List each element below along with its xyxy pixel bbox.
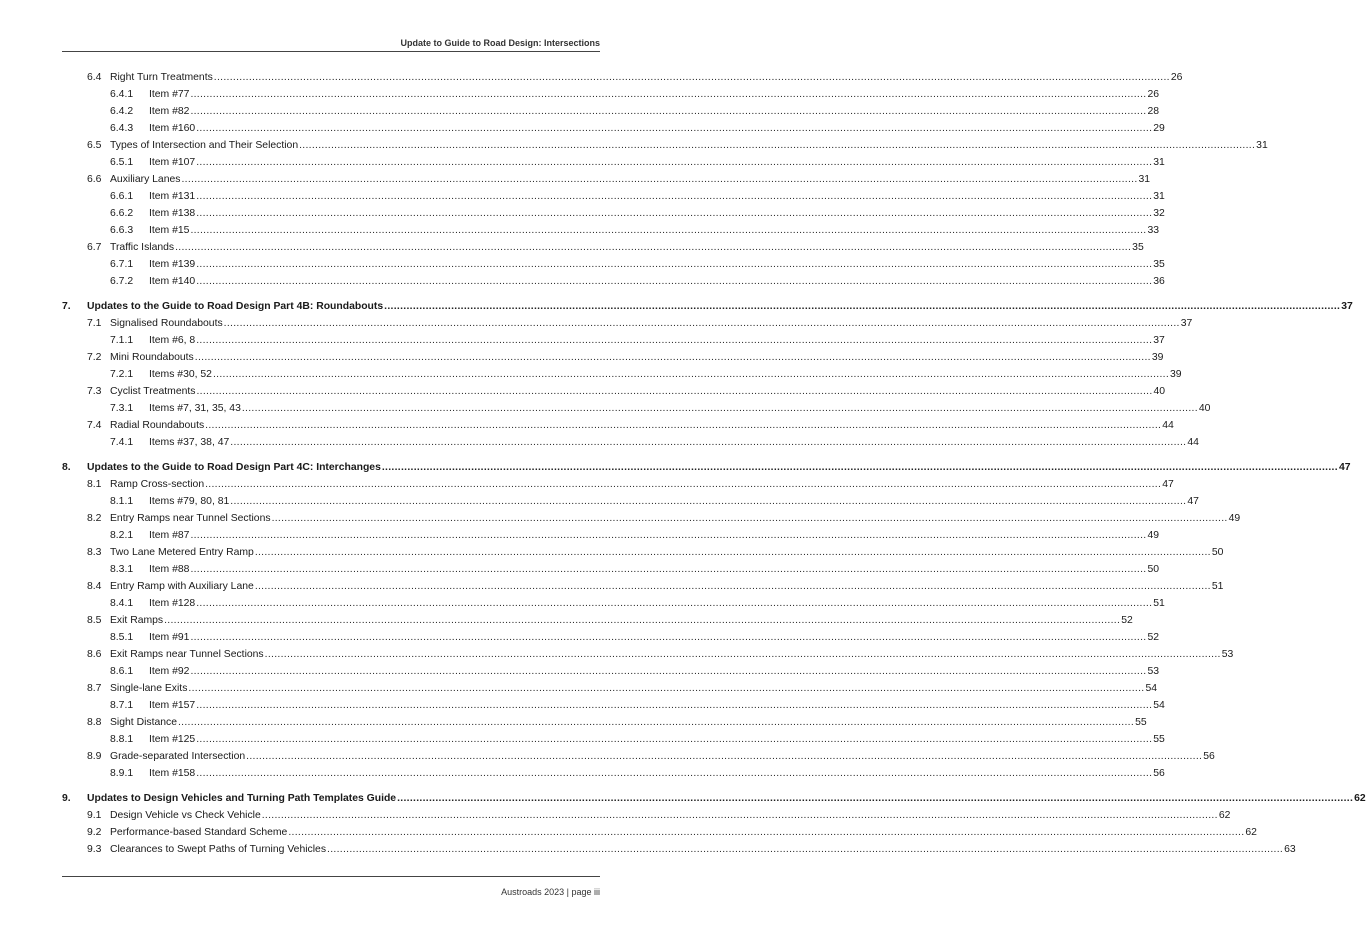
toc-entry-line [110,512,1241,526]
toc-entry[interactable] [0,809,1231,823]
toc-entry-title[interactable]: Item #15 [149,225,190,236]
toc-entry-title[interactable]: Item #91 [149,632,190,643]
toc-entry-title[interactable]: Performance-based Standard Scheme [110,827,288,838]
toc-entry-number: 9. [62,793,71,804]
toc-entry-title[interactable]: Signalised Roundabouts [110,318,223,329]
toc-entry-title[interactable]: Item #160 [149,123,196,134]
toc-entry[interactable] [0,402,1211,416]
header-divider [62,51,600,52]
toc-entry-number: 7.2.1 [110,369,134,380]
toc-entry-number: 8.1.1 [110,496,134,507]
toc-entry-number: 6.4 [87,72,102,83]
toc-leader-dots: ............................................................................................................................................................................................................................................................................................................ [264,649,1221,660]
toc-entry-page-number[interactable]: 31 [1138,174,1151,185]
toc-entry-title[interactable]: Updates to the Guide to Road Design Part 4C: Interchanges [87,462,381,473]
footer-divider [62,876,600,877]
toc-entry-line [110,71,1183,85]
toc-leader-dots: ............................................................................................................................................................................................................................................................................................................ [196,768,1153,779]
toc-entry-title[interactable]: Item #128 [149,598,196,609]
toc-entry[interactable] [0,648,1234,662]
toc-entry-line [110,139,1268,153]
toc-entry-number: 7.3 [87,386,102,397]
toc-entry-line [110,478,1174,492]
toc-entry-line [110,826,1257,840]
toc-entry-line [87,461,1351,475]
toc-entry-number: 8.1 [87,479,102,490]
toc-entry-page-number[interactable]: 47 [1187,496,1199,507]
toc-entry-title[interactable]: Item #157 [149,700,196,711]
toc-leader-dots: ............................................................................................................................................................................................................................................................................................................ [190,225,1147,236]
toc-entry-page-number[interactable]: 55 [1135,717,1147,728]
toc-entry-line [110,241,1144,255]
footer-text: Austroads 2023 | page iii [501,887,600,897]
toc-entry-title[interactable]: Item #92 [149,666,190,677]
toc-leader-dots: ............................................................................................................................................................................................................................................................................................................ [246,751,1203,762]
toc-entry-line [110,546,1224,560]
toc-entry-number: 7.2 [87,352,102,363]
toc-entry-title[interactable]: Item #125 [149,734,196,745]
toc-leader-dots: ............................................................................................................................................................................................................................................................................................................ [196,734,1153,745]
toc-entry[interactable] [0,207,1165,221]
toc-leader-dots: ............................................................................................................................................................................................................................................................................................................ [230,437,1187,448]
toc-entry-title[interactable]: Design Vehicle vs Check Vehicle [110,810,261,821]
toc-leader-dots: ............................................................................................................................................................................................................................................................................................................ [190,564,1147,575]
toc-leader-dots: ............................................................................................................................................................................................................................................................................................................ [327,844,1284,855]
toc-entry-number: 8.7.1 [110,700,134,711]
toc-entry-number: 8.2.1 [110,530,134,541]
toc-entry-page-number[interactable]: 62 [1354,793,1366,804]
toc-entry-title[interactable]: Clearances to Swept Paths of Turning Vehicles [110,844,327,855]
toc-entry-line [110,317,1193,331]
toc-leader-dots: ............................................................................................................................................................................................................................................................................................................ [190,666,1147,677]
toc-entry-line [149,122,1165,136]
toc-entry-title[interactable]: Auxiliary Lanes [110,174,181,185]
toc-entry-number: 7.1.1 [110,335,134,346]
toc-leader-dots: ............................................................................................................................................................................................................................................................................................................ [384,301,1341,312]
toc-entry-title[interactable]: Item #140 [149,276,196,287]
toc-entry-number: 8.9 [87,751,102,762]
toc-entry-title[interactable]: Two Lane Metered Entry Ramp [110,547,254,558]
toc-entry-line [110,809,1231,823]
toc-entry[interactable] [0,716,1147,730]
toc-entry[interactable] [0,241,1144,255]
toc-entry-number: 7.3.1 [110,403,134,414]
toc-entry[interactable] [0,529,1160,543]
toc-entry-line [110,580,1224,594]
toc-entry[interactable] [0,351,1164,365]
toc-entry[interactable] [0,826,1257,840]
toc-entry[interactable] [0,300,1353,314]
toc-entry-page-number[interactable]: 49 [1228,513,1241,524]
toc-leader-dots: ............................................................................................................................................................................................................................................................................................................ [190,632,1147,643]
toc-leader-dots: ............................................................................................................................................................................................................................................................................................................ [178,717,1135,728]
toc-leader-dots: ............................................................................................................................................................................................................................................................................................................ [196,598,1153,609]
toc-entry-page-number[interactable]: 53 [1147,666,1160,677]
toc-leader-dots: ............................................................................................................................................................................................................................................................................................................ [181,174,1138,185]
toc-entry-page-number[interactable]: 35 [1132,242,1144,253]
running-header-title: Update to Guide to Road Design: Intersections [400,38,600,48]
toc-leader-dots: ............................................................................................................................................................................................................................................................................................................ [241,403,1198,414]
toc-leader-dots: ............................................................................................................................................................................................................................................................................................................ [190,89,1147,100]
toc-entry-number: 8.8 [87,717,102,728]
toc-entry-title[interactable]: Grade-separated Intersection [110,751,246,762]
toc-entry-page-number[interactable]: 63 [1284,844,1296,855]
toc-entry-page-number[interactable]: 29 [1153,123,1165,134]
toc-entry-title[interactable]: Entry Ramps near Tunnel Sections [110,513,271,524]
toc-entry[interactable] [0,224,1160,238]
toc-entry-number: 8.4 [87,581,102,592]
toc-entry-number: 9.3 [87,844,102,855]
toc-entry-line [149,767,1165,781]
toc-entry-line [149,275,1165,289]
toc-entry-number: 6.5.1 [110,157,134,168]
toc-entry-line [87,792,1366,806]
toc-entry-page-number[interactable]: 53 [1221,649,1234,660]
toc-entry[interactable] [0,792,1366,806]
toc-entry-line [149,190,1165,204]
toc-entry-number: 9.1 [87,810,102,821]
toc-entry[interactable] [0,478,1174,492]
toc-entry-line [87,300,1353,314]
toc-leader-dots: ............................................................................................................................................................................................................................................................................................................ [194,352,1151,363]
toc-leader-dots: ............................................................................................................................................................................................................................................................................................................ [196,123,1153,134]
toc-entry-line [110,843,1296,857]
toc-entry-number: 7.4 [87,420,102,431]
toc-entry[interactable] [0,368,1182,382]
toc-entry-title[interactable]: Updates to the Guide to Road Design Part 4B: Roundabouts [87,301,384,312]
toc-entry[interactable] [0,843,1296,857]
toc-entry-line [149,529,1160,543]
toc-entry-page-number[interactable]: 37 [1153,335,1165,346]
toc-entry-number: 6.6.2 [110,208,134,219]
toc-entry-line [110,419,1174,433]
toc-entry[interactable] [0,419,1174,433]
toc-entry[interactable] [0,665,1160,679]
toc-entry-page-number[interactable]: 50 [1147,564,1160,575]
toc-leader-dots: ............................................................................................................................................................................................................................................................................................................ [196,208,1153,219]
toc-leader-dots: ............................................................................................................................................................................................................................................................................................................ [397,793,1354,804]
toc-entry-line [110,716,1147,730]
toc-entry-title[interactable]: Ramp Cross-section [110,479,205,490]
toc-leader-dots: ............................................................................................................................................................................................................................................................................................................ [223,318,1180,329]
toc-entry-page-number[interactable]: 32 [1153,208,1165,219]
toc-entry-title[interactable]: Item #82 [149,106,190,117]
toc-entry-page-number[interactable]: 26 [1147,89,1160,100]
toc-entry-number: 8.3.1 [110,564,134,575]
toc-leader-dots: ............................................................................................................................................................................................................................................................................................................ [164,615,1121,626]
toc-entry-number: 6.6.1 [110,191,134,202]
toc-entry-line [110,750,1215,764]
toc-entry-number: 8.5.1 [110,632,134,643]
toc-entry-line [149,368,1182,382]
toc-entry-line [110,614,1133,628]
toc-entry-title[interactable]: Item #139 [149,259,196,270]
toc-entry[interactable] [0,750,1215,764]
toc-entry-line [149,334,1165,348]
toc-entry[interactable] [0,614,1133,628]
toc-leader-dots: ............................................................................................................................................................................................................................................................................................................ [190,106,1147,117]
toc-entry-title[interactable]: Item #158 [149,768,196,779]
toc-entry-title[interactable]: Item #131 [149,191,196,202]
toc-entry-title[interactable]: Types of Intersection and Their Selection [110,140,299,151]
toc-leader-dots: ............................................................................................................................................................................................................................................................................................................ [190,530,1147,541]
toc-entry-page-number[interactable]: 37 [1341,301,1353,312]
toc-entry-page-number[interactable]: 28 [1147,106,1160,117]
toc-entry[interactable] [0,699,1165,713]
toc-entry-line [149,563,1160,577]
toc-entry[interactable] [0,173,1151,187]
toc-entry-number: 9.2 [87,827,102,838]
toc-entry-page-number[interactable]: 39 [1151,352,1164,363]
toc-entry-page-number[interactable]: 55 [1153,734,1165,745]
toc-entry-number: 8.6.1 [110,666,134,677]
toc-entry-line [110,351,1164,365]
toc-entry[interactable] [0,156,1165,170]
toc-leader-dots: ............................................................................................................................................................................................................................................................................................................ [299,140,1256,151]
toc-leader-dots: ............................................................................................................................................................................................................................................................................................................ [188,683,1145,694]
toc-leader-dots: ............................................................................................................................................................................................................................................................................................................ [254,547,1211,558]
toc-entry-line [149,631,1160,645]
toc-entry-number: 6.4.3 [110,123,134,134]
toc-entry-number: 8.3 [87,547,102,558]
toc-leader-dots: ............................................................................................................................................................................................................................................................................................................ [175,242,1132,253]
toc-entry-number: 8. [62,462,71,473]
toc-entry[interactable] [0,631,1160,645]
toc-entry-line [149,258,1165,272]
toc-entry-page-number[interactable]: 51 [1153,598,1165,609]
toc-entry[interactable] [0,385,1166,399]
toc-entry-title[interactable]: Item #88 [149,564,190,575]
toc-entry-title[interactable]: Cyclist Treatments [110,386,196,397]
toc-entry-title[interactable]: Item #6, 8 [149,335,196,346]
toc-entry-page-number[interactable]: 49 [1147,530,1160,541]
toc-entry-line [110,173,1151,187]
toc-entry-title[interactable]: Radial Roundabouts [110,420,205,431]
toc-entry-number: 8.2 [87,513,102,524]
toc-entry-number: 6.5 [87,140,102,151]
toc-entry[interactable] [0,139,1268,153]
toc-entry-title[interactable]: Items #37, 38, 47 [149,437,230,448]
toc-entry-page-number[interactable]: 26 [1170,72,1183,83]
toc-entry-page-number[interactable]: 54 [1153,700,1165,711]
toc-entry-page-number[interactable]: 39 [1170,369,1182,380]
toc-entry-line [149,156,1165,170]
toc-entry-number: 8.5 [87,615,102,626]
toc-entry[interactable] [0,682,1158,696]
toc-entry-line [149,88,1160,102]
toc-entry[interactable] [0,436,1199,450]
toc-leader-dots: ............................................................................................................................................................................................................................................................................................................ [196,259,1153,270]
toc-entry-title[interactable]: Right Turn Treatments [110,72,213,83]
toc-entry-number: 8.6 [87,649,102,660]
toc-leader-dots: ............................................................................................................................................................................................................................................................................................................ [196,386,1153,397]
toc-leader-dots: ............................................................................................................................................................................................................................................................................................................ [230,496,1187,507]
toc-entry[interactable] [0,275,1165,289]
toc-leader-dots: ............................................................................................................................................................................................................................................................................................................ [205,420,1162,431]
toc-entry[interactable] [0,597,1165,611]
toc-entry-title[interactable]: Items #30, 52 [149,369,212,380]
toc-entry[interactable] [0,495,1199,509]
toc-leader-dots: ............................................................................................................................................................................................................................................................................................................ [196,335,1153,346]
toc-leader-dots: ............................................................................................................................................................................................................................................................................................................ [381,462,1338,473]
toc-entry-title[interactable]: Items #79, 80, 81 [149,496,230,507]
toc-entry-number: 8.4.1 [110,598,134,609]
toc-leader-dots: ............................................................................................................................................................................................................................................................................................................ [254,581,1211,592]
toc-entry-title[interactable]: Entry Ramp with Auxiliary Lane [110,581,254,592]
toc-entry-line [110,682,1158,696]
toc-leader-dots: ............................................................................................................................................................................................................................................................................................................ [261,810,1218,821]
toc-entry[interactable] [0,546,1224,560]
toc-entry-number: 8.7 [87,683,102,694]
toc-entry-number: 8.8.1 [110,734,134,745]
toc-entry-page-number[interactable]: 56 [1203,751,1215,762]
toc-entry-number: 6.7.1 [110,259,134,270]
toc-entry[interactable] [0,88,1160,102]
toc-entry-title[interactable]: Mini Roundabouts [110,352,194,363]
toc-leader-dots: ............................................................................................................................................................................................................................................................................................................ [196,191,1153,202]
toc-entry-number: 6.4.1 [110,89,134,100]
toc-entry-page-number[interactable]: 31 [1256,140,1268,151]
toc-entry-line [110,648,1234,662]
toc-entry[interactable] [0,733,1165,747]
toc-entry-page-number[interactable]: 51 [1211,581,1224,592]
toc-entry-line [149,105,1160,119]
toc-entry-line [110,385,1166,399]
toc-entry-page-number[interactable]: 47 [1338,462,1351,473]
toc-entry-page-number[interactable]: 52 [1147,632,1160,643]
toc-entry-page-number[interactable]: 31 [1153,157,1165,168]
toc-entry[interactable] [0,334,1165,348]
toc-entry[interactable] [0,461,1351,475]
toc-entry-line [149,495,1199,509]
toc-entry-title[interactable]: Item #138 [149,208,196,219]
toc-entry-line [149,733,1165,747]
toc-entry-number: 7. [62,301,71,312]
toc-entry[interactable] [0,563,1160,577]
toc-entry-page-number[interactable]: 50 [1211,547,1224,558]
toc-entry-title[interactable]: Updates to Design Vehicles and Turning Path Templates Guide [87,793,397,804]
toc-entry-line [149,224,1160,238]
toc-entry[interactable] [0,71,1183,85]
toc-leader-dots: ............................................................................................................................................................................................................................................................................................................ [196,157,1153,168]
toc-entry-number: 6.7.2 [110,276,134,287]
toc-entry[interactable] [0,122,1165,136]
toc-entry[interactable] [0,767,1165,781]
toc-entry-page-number[interactable]: 31 [1153,191,1165,202]
toc-leader-dots: ............................................................................................................................................................................................................................................................................................................ [196,276,1153,287]
toc-entry-page-number[interactable]: 62 [1245,827,1257,838]
toc-entry-number: 7.4.1 [110,437,134,448]
toc-entry-page-number[interactable]: 44 [1162,420,1174,431]
toc-entry[interactable] [0,580,1224,594]
toc-entry-number: 6.7 [87,242,102,253]
toc-entry-page-number[interactable]: 35 [1153,259,1165,270]
toc-entry[interactable] [0,512,1241,526]
toc-entry-title[interactable]: Single-lane Exits [110,683,188,694]
toc-entry-page-number[interactable]: 40 [1198,403,1211,414]
toc-entry-line [149,597,1165,611]
toc-leader-dots: ............................................................................................................................................................................................................................................................................................................ [212,369,1170,380]
toc-entry-number: 7.1 [87,318,102,329]
toc-entry-title[interactable]: Sight Distance [110,717,177,728]
toc-entry-line [149,207,1165,221]
toc-entry-title[interactable]: Item #87 [149,530,190,541]
toc-entry-title[interactable]: Item #77 [149,89,190,100]
toc-leader-dots: ............................................................................................................................................................................................................................................................................................................ [196,700,1153,711]
toc-entry-page-number[interactable]: 36 [1153,276,1165,287]
toc-entry-number: 6.6.3 [110,225,134,236]
toc-entry[interactable] [0,258,1165,272]
toc-entry-line [149,402,1211,416]
toc-entry[interactable] [0,317,1193,331]
toc-leader-dots: ............................................................................................................................................................................................................................................................................................................ [271,513,1228,524]
toc-entry-page-number[interactable]: 56 [1153,768,1165,779]
toc-entry-title[interactable]: Item #107 [149,157,196,168]
toc-entry-title[interactable]: Exit Ramps near Tunnel Sections [110,649,264,660]
toc-entry[interactable] [0,190,1165,204]
toc-entry-number: 6.6 [87,174,102,185]
toc-entry[interactable] [0,105,1160,119]
toc-leader-dots: ............................................................................................................................................................................................................................................................................................................ [213,72,1170,83]
toc-entry-page-number[interactable]: 52 [1121,615,1133,626]
toc-entry-page-number[interactable]: 54 [1145,683,1158,694]
toc-entry-title[interactable]: Traffic Islands [110,242,175,253]
toc-entry-page-number[interactable]: 37 [1180,318,1193,329]
toc-entry-title[interactable]: Exit Ramps [110,615,164,626]
toc-entry-page-number[interactable]: 47 [1162,479,1174,490]
toc-entry-line [149,665,1160,679]
toc-entry-page-number[interactable]: 40 [1153,386,1166,397]
toc-leader-dots: ............................................................................................................................................................................................................................................................................................................ [205,479,1162,490]
toc-entry-title[interactable]: Items #7, 31, 35, 43 [149,403,241,414]
toc-entry-page-number[interactable]: 44 [1187,437,1199,448]
toc-entry-line [149,436,1199,450]
toc-entry-number: 6.4.2 [110,106,134,117]
toc-leader-dots: ............................................................................................................................................................................................................................................................................................................ [288,827,1245,838]
toc-entry-page-number[interactable]: 33 [1147,225,1160,236]
toc-entry-line [149,699,1165,713]
toc-entry-number: 8.9.1 [110,768,134,779]
toc-entry-page-number[interactable]: 62 [1218,810,1231,821]
